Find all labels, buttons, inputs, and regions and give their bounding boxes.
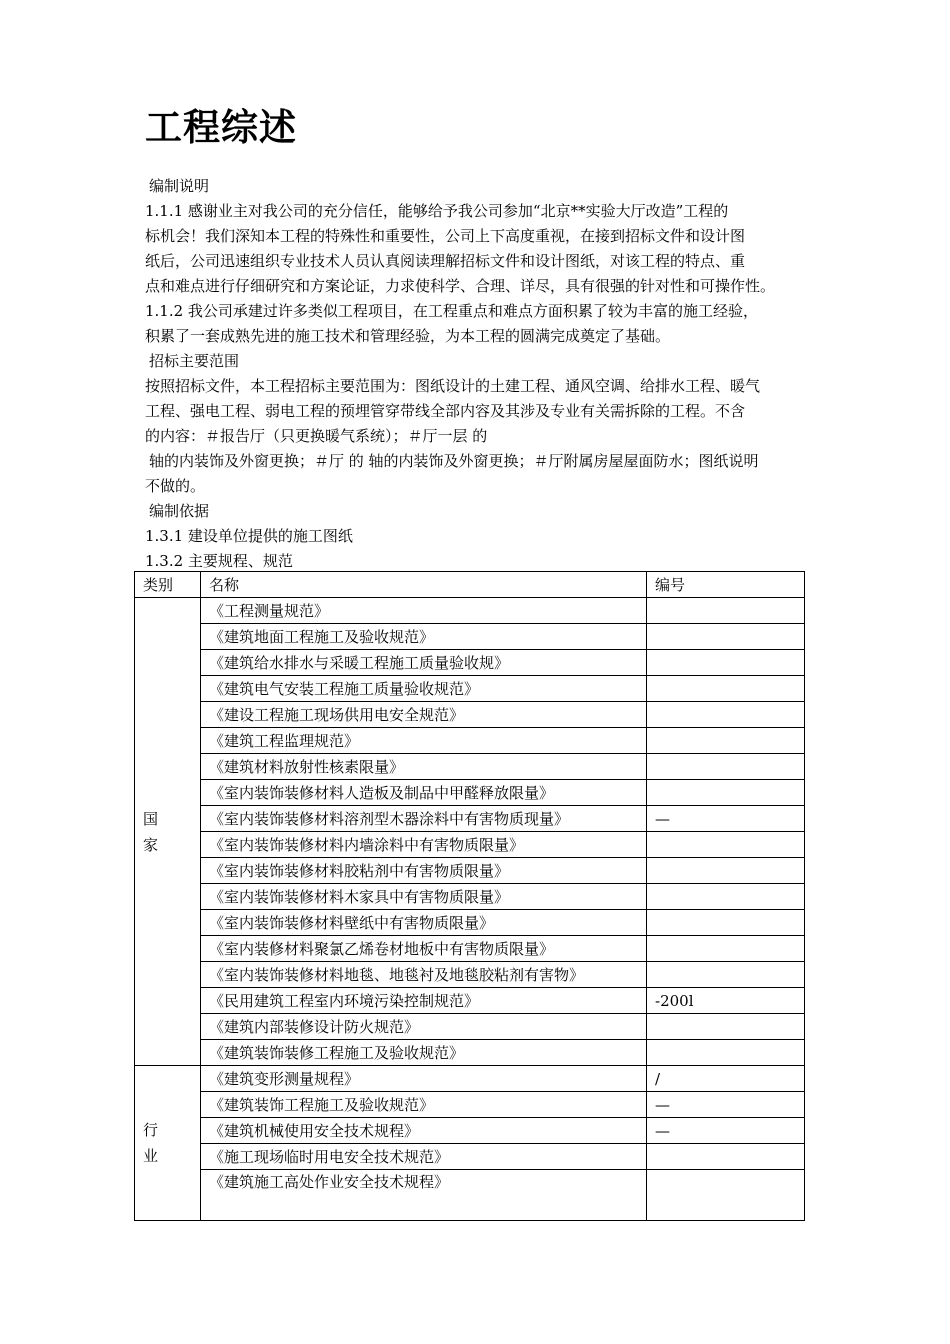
table-row	[135, 832, 805, 858]
column-header: 编号	[647, 572, 805, 598]
standard-name: 《建筑给水排水与采暖工程施工质量验收规》	[201, 650, 647, 676]
body-line: 按照招标文件，本工程招标主要范围为：图纸设计的土建工程、通风空调、给排水工程、暖气	[145, 377, 761, 395]
standard-code	[647, 598, 805, 624]
category-char: 业	[143, 1147, 159, 1165]
standard-code	[647, 1040, 805, 1066]
standard-code	[647, 936, 805, 962]
standard-code: —	[647, 1092, 805, 1118]
standard-name: 《施工现场临时用电安全技术规范》	[201, 1144, 647, 1170]
standard-name: 《建筑工程监理规范》	[201, 728, 647, 754]
table-row	[135, 1092, 805, 1118]
standard-code: -200l	[647, 988, 805, 1014]
standard-code	[647, 910, 805, 936]
standard-code	[647, 676, 805, 702]
standards-table	[134, 571, 805, 1221]
standard-name: 《建筑机械使用安全技术规程》	[201, 1118, 647, 1144]
table-row	[135, 1066, 805, 1092]
standard-name: 《室内装饰装修材料胶粘剂中有害物质限量》	[201, 858, 647, 884]
standard-code: —	[647, 1118, 805, 1144]
table-row	[135, 1040, 805, 1066]
standard-name: 《室内装修材料聚氯乙烯卷材地板中有害物质限量》	[201, 936, 647, 962]
table-row	[135, 624, 805, 650]
table-row	[135, 962, 805, 988]
table-header-row	[135, 572, 805, 598]
standard-name: 《室内装饰装修材料溶剂型木器涂料中有害物质现量》	[201, 806, 647, 832]
standard-name: 《室内装饰装修材料内墙涂料中有害物质限量》	[201, 832, 647, 858]
table-row	[135, 884, 805, 910]
body-line: 1.3.2 主要规程、规范	[145, 552, 293, 570]
standard-name: 《建筑变形测量规程》	[201, 1066, 647, 1092]
body-line: 1.1.1 感谢业主对我公司的充分信任，能够给予我公司参加“北京**实验大厅改造”工程的	[145, 202, 729, 220]
standard-code	[647, 1014, 805, 1040]
body-line: 的内容：＃报告厅（只更换暖气系统）；＃厅一层 的	[145, 427, 488, 445]
standard-code	[647, 754, 805, 780]
body-line: 点和难点进行仔细研究和方案论证，力求使科学、合理、详尽，具有很强的针对性和可操作性。	[145, 277, 776, 295]
standard-name: 《室内装饰装修材料木家具中有害物质限量》	[201, 884, 647, 910]
category-char: 家	[143, 835, 159, 854]
standard-name: 《建筑装饰工程施工及验收规范》	[201, 1092, 647, 1118]
standard-code	[647, 1144, 805, 1170]
standard-name: 《建筑施工高处作业安全技术规程》	[201, 1170, 647, 1221]
standard-name: 《建筑地面工程施工及验收规范》	[201, 624, 647, 650]
standard-name: 《建筑材料放射性核素限量》	[201, 754, 647, 780]
standard-name: 《工程测量规范》	[201, 598, 647, 624]
body-line: 标机会！我们深知本工程的特殊性和重要性，公司上下高度重视，在接到招标文件和设计图	[145, 227, 746, 245]
body-line: 积累了一套成熟先进的施工技术和管理经验，为本工程的圆满完成奠定了基础。	[145, 327, 671, 345]
page-title: 工程综述	[145, 106, 297, 149]
body-line: 纸后，公司迅速组织专业技术人员认真阅读理解招标文件和设计图纸，对该工程的特点、重	[145, 252, 746, 270]
standard-code	[647, 858, 805, 884]
standard-code	[647, 624, 805, 650]
body-line: 1.3.1 建设单位提供的施工图纸	[145, 527, 353, 545]
table-row	[135, 728, 805, 754]
category-char: 国	[143, 809, 159, 828]
body-line: 不做的。	[145, 477, 206, 495]
column-header: 类别	[135, 572, 201, 598]
table-row	[135, 806, 805, 832]
table-row	[135, 858, 805, 884]
body-line: 工程、强电工程、弱电工程的预埋管穿带线全部内容及其涉及专业有关需拆除的工程。不含	[145, 402, 746, 420]
body-line: 1.1.2 我公司承建过许多类似工程项目，在工程重点和难点方面积累了较为丰富的施工经验，	[145, 302, 758, 320]
standard-code	[647, 728, 805, 754]
standard-name: 《室内装饰装修材料壁纸中有害物质限量》	[201, 910, 647, 936]
category-cell	[135, 1066, 201, 1221]
table-row	[135, 1014, 805, 1040]
column-header: 名称	[201, 572, 647, 598]
standard-code	[647, 832, 805, 858]
standard-code	[647, 702, 805, 728]
table-row	[135, 1170, 805, 1221]
document-body	[145, 174, 810, 574]
standard-name: 《建筑内部装修设计防火规范》	[201, 1014, 647, 1040]
table-row	[135, 754, 805, 780]
category-char: 行	[143, 1121, 159, 1139]
category-cell	[135, 598, 201, 1066]
standard-name: 《建筑装饰装修工程施工及验收规范》	[201, 1040, 647, 1066]
standard-code	[647, 884, 805, 910]
table-row	[135, 936, 805, 962]
section-heading: 招标主要范围	[149, 352, 240, 370]
section-heading: 编制依据	[149, 502, 210, 520]
standard-code: /	[647, 1066, 805, 1092]
standard-code	[647, 780, 805, 806]
standard-name: 《民用建筑工程室内环境污染控制规范》	[201, 988, 647, 1014]
table-row	[135, 702, 805, 728]
standard-code	[647, 650, 805, 676]
standard-name: 《室内装饰装修材料人造板及制品中甲醛释放限量》	[201, 780, 647, 806]
table-row	[135, 988, 805, 1014]
standard-code: —	[647, 806, 805, 832]
standard-name: 《建筑电气安装工程施工质量验收规范》	[201, 676, 647, 702]
table-row	[135, 910, 805, 936]
table-row	[135, 1118, 805, 1144]
standard-code	[647, 962, 805, 988]
section-heading: 轴的内装饰及外窗更换；＃厅 的 轴的内装饰及外窗更换；＃厅附属房屋屋面防水；图纸说明	[149, 452, 759, 470]
table-row	[135, 1144, 805, 1170]
section-heading: 编制说明	[149, 177, 210, 195]
standard-name: 《建设工程施工现场供用电安全规范》	[201, 702, 647, 728]
standard-name: 《室内装饰装修材料地毯、地毯衬及地毯胶粘剂有害物》	[201, 962, 647, 988]
table-row	[135, 650, 805, 676]
table-row	[135, 780, 805, 806]
table-row	[135, 676, 805, 702]
table-row	[135, 598, 805, 624]
standard-code	[647, 1170, 805, 1221]
